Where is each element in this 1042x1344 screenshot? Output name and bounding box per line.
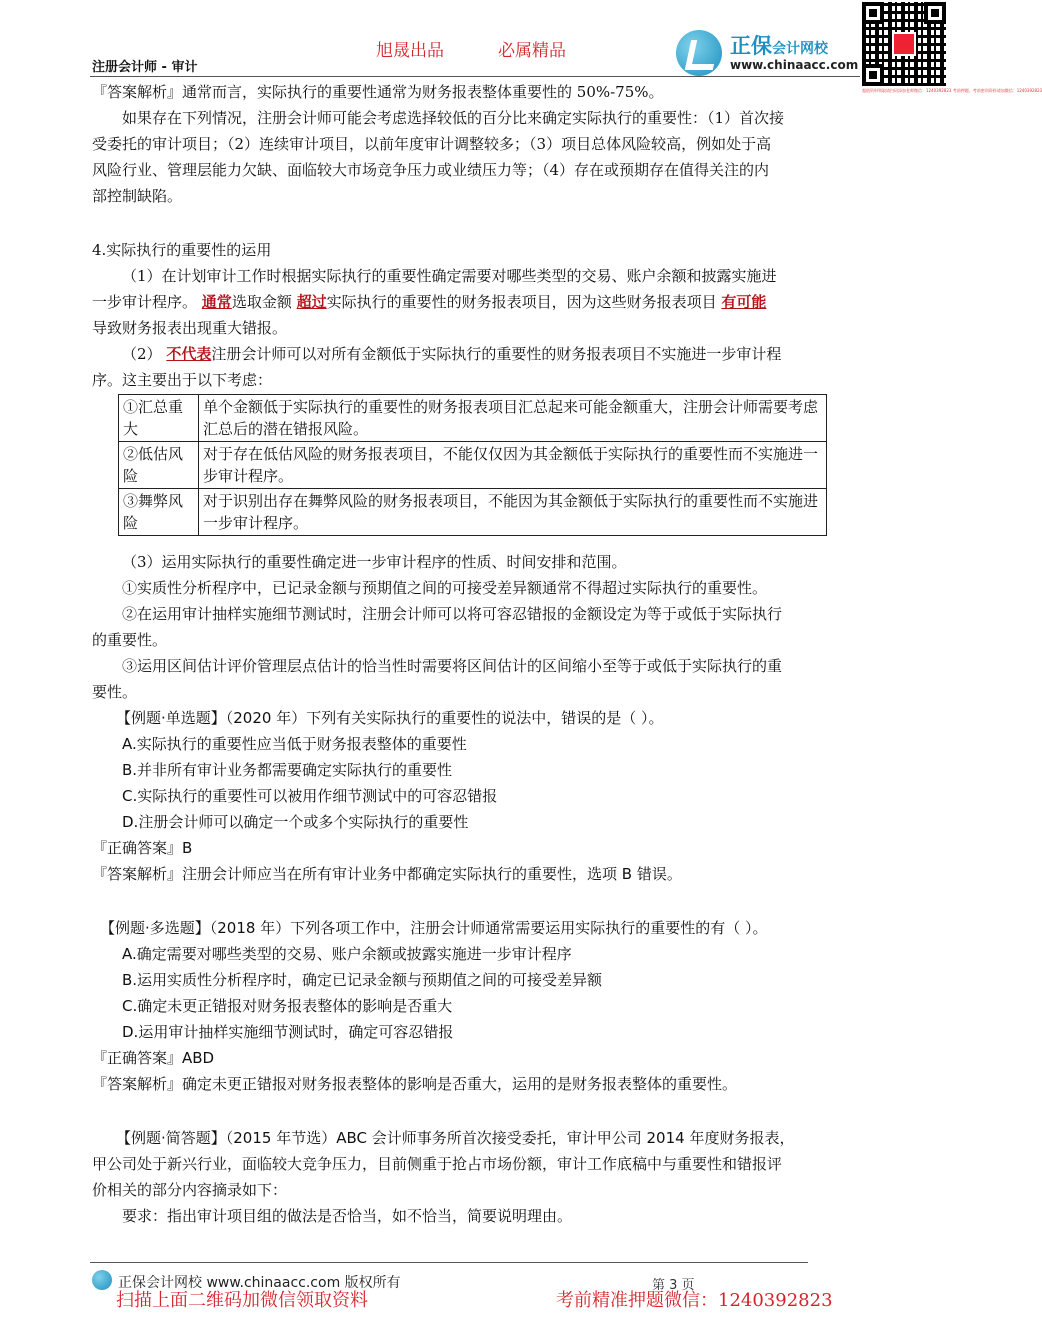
paragraph-line: 序。这主要出于以下考虑：	[92, 371, 273, 389]
footer-divider	[90, 1262, 808, 1263]
paragraph-line: ③运用区间估计评价管理层点估计的恰当性时需要将区间估计的区间缩小至等于或低于实际执行的重	[122, 657, 783, 675]
header-course-title: 注册会计师 - 审计	[92, 60, 198, 75]
qr-note: 超值资料领取请扫码添加老师微信：1240392823 考前押题，考前密训资料请加微信：1240392823	[862, 88, 1042, 93]
answer-analysis-line: 『答案解析』通常而言，实际执行的重要性通常为财务报表整体重要性的 50%-75%。	[92, 83, 664, 101]
question-requirement: 要求：指出审计项目组的做法是否恰当，如不恰当，简要说明理由。	[122, 1207, 573, 1225]
table-cell-key: ②低估风险	[119, 442, 199, 489]
chinaacc-logo[interactable]	[676, 28, 866, 78]
paragraph-line: ①实质性分析程序中，已记录金额与预期值之间的可接受差异额通常不得超过实际执行的重要性。	[122, 579, 768, 597]
question-option: D.注册会计师可以确定一个或多个实际执行的重要性	[122, 813, 469, 831]
question-option: D.运用审计抽样实施细节测试时，确定可容忍错报	[122, 1023, 454, 1041]
paragraph-line: 的重要性。	[92, 631, 168, 649]
question-option: B.运用实质性分析程序时，确定已记录金额与预期值之间的可接受差异额	[122, 971, 603, 989]
paragraph-line	[122, 344, 781, 364]
logo-mark-icon	[676, 30, 722, 76]
question-option: B.并非所有审计业务都需要确定实际执行的重要性	[122, 761, 453, 779]
text-span: 注册会计师可以对所有金额低于实际执行的重要性的财务报表项目不实施进一步审计程	[211, 345, 782, 363]
highlight-possibly: 有可能	[721, 293, 767, 311]
paragraph-line: ②在运用审计抽样实施细节测试时，注册会计师可以将可容忍错报的金额设定为等于或低于实际执行	[122, 605, 783, 623]
question-option: C.实际执行的重要性可以被用作细节测试中的可容忍错报	[122, 787, 498, 805]
highlight-not-represent: 不代表	[166, 345, 212, 363]
footer-promo-right: 考前精准押题微信：1240392823	[556, 1290, 833, 1311]
section-heading: 4.实际执行的重要性的运用	[92, 241, 272, 259]
question-option: A.实际执行的重要性应当低于财务报表整体的重要性	[122, 735, 467, 753]
table-cell-value: 对于识别出存在舞弊风险的财务报表项目，不能因为其金额低于实际执行的重要性而不实施进一步审计程序。	[199, 489, 827, 536]
qr-code	[862, 2, 1042, 98]
paragraph-line: （3）运用实际执行的重要性确定进一步审计程序的性质、时间安排和范围。	[122, 553, 627, 571]
header-slogan-left: 旭晟出品	[376, 41, 444, 61]
logo-url: www.chinaacc.com	[730, 58, 859, 72]
header-slogan-right: 必属精品	[498, 41, 566, 61]
paragraph-line: 如果存在下列情况，注册会计师可能会考虑选择较低的百分比来确定实际执行的重要性：（1）首次接	[122, 109, 785, 127]
text-span: 一步审计程序。	[92, 293, 198, 311]
footer-copyright: 正保会计网校 www.chinaacc.com 版权所有	[118, 1275, 401, 1291]
answer-analysis: 『答案解析』确定未更正错报对财务报表整体的影响是否重大，运用的是财务报表整体的重要性。	[92, 1075, 738, 1093]
correct-answer: 『正确答案』ABD	[92, 1049, 215, 1067]
qr-code-icon	[862, 2, 946, 86]
table-cell-value: 单个金额低于实际执行的重要性的财务报表项目汇总起来可能金额重大，注册会计师需要考虑汇总后的潜在错报风险。	[199, 395, 827, 442]
highlight-exceed: 超过	[296, 293, 327, 311]
paragraph-line: 部控制缺陷。	[92, 187, 183, 205]
question-option: A.确定需要对哪些类型的交易、账户余额或披露实施进一步审计程序	[122, 945, 572, 963]
text-span: （2）	[122, 345, 162, 363]
paragraph-line: 导致财务报表出现重大错报。	[92, 319, 288, 337]
logo-sub: 会计网校	[772, 41, 828, 57]
table-row	[119, 442, 827, 489]
question-title: 【例题·简答题】（2015 年节选）ABC 会计师事务所首次接受委托，审计甲公司 2014 年度财务报表，	[116, 1129, 795, 1147]
table-row	[119, 395, 827, 442]
paragraph-line: 要性。	[92, 683, 138, 701]
logo-name: 正保	[730, 34, 772, 58]
page-number: 第 3 页	[652, 1278, 695, 1293]
paragraph-line: 价相关的部分内容摘录如下：	[92, 1181, 288, 1199]
table-row	[119, 489, 827, 536]
correct-answer: 『正确答案』B	[92, 839, 193, 857]
text-span: 实际执行的重要性的财务报表项目，因为这些财务报表项目	[326, 293, 717, 311]
paragraph-line	[92, 292, 766, 312]
table-cell-key: ③舞弊风险	[119, 489, 199, 536]
paragraph-line: 受委托的审计项目；（2）连续审计项目，以前年度审计调整较多；（3）项目总体风险较高，例如处于高	[92, 135, 772, 153]
question-title: 【例题·多选题】（2018 年）下列各项工作中，注册会计师通常需要运用实际执行的重要性的有（ ）。	[100, 919, 768, 937]
paragraph-line: （1）在计划审计工作时根据实际执行的重要性确定需要对哪些类型的交易、账户余额和披露实施进	[122, 267, 777, 285]
considerations-table	[118, 394, 827, 536]
question-option: C.确定未更正错报对财务报表整体的影响是否重大	[122, 997, 453, 1015]
answer-analysis: 『答案解析』注册会计师应当在所有审计业务中都确定实际执行的重要性，选项 B 错误。	[92, 865, 682, 883]
paragraph-line: 甲公司处于新兴行业，面临较大竞争压力，目前侧重于抢占市场份额，审计工作底稿中与重要性和错报评	[92, 1155, 783, 1173]
footer-promo-left: 扫描上面二维码加微信领取资料	[116, 1290, 368, 1311]
table-cell-value: 对于存在低估风险的财务报表项目，不能仅仅因为其金额低于实际执行的重要性而不实施进一步审计程序。	[199, 442, 827, 489]
footer-logo-icon	[92, 1270, 112, 1290]
text-span: 选取金额	[231, 293, 292, 311]
question-title: 【例题·单选题】（2020 年）下列有关实际执行的重要性的说法中，错误的是（ ）。	[116, 709, 664, 727]
paragraph-line: 风险行业、管理层能力欠缺、面临较大市场竞争压力或业绩压力等；（4）存在或预期存在值得关注的内	[92, 161, 770, 179]
table-cell-key: ①汇总重大	[119, 395, 199, 442]
highlight-usually: 通常	[201, 293, 232, 311]
